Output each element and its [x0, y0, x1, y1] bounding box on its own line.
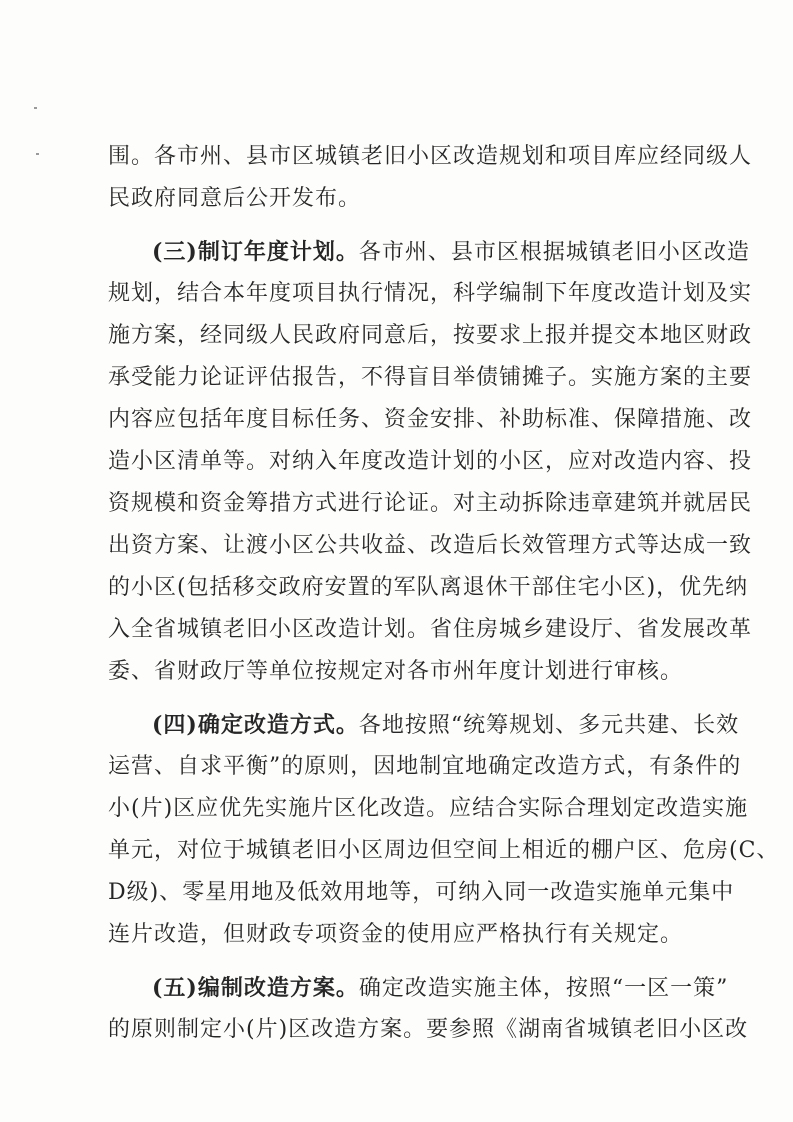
text-line: 的小区(包括移交政府安置的军队离退休干部住宅小区)，优先纳	[108, 575, 749, 600]
scan-speck	[36, 153, 39, 155]
text-line: 入全省城镇老旧小区改造计划。省住房城乡建设厅、省发展改革	[108, 617, 753, 642]
text-run: 确定改造实施主体，按照“一区一策”	[358, 976, 729, 1001]
text-line: 围。各市州、县市区城镇老旧小区改造规划和项目库应经同级人	[108, 144, 753, 169]
text-line: 施方案，经同级人民政府同意后，按要求上报并提交本地区财政	[108, 323, 753, 348]
section-heading: (三)制订年度计划。	[152, 239, 359, 265]
text-line	[108, 967, 729, 1009]
text-line: 出资方案、让渡小区公共收益、改造后长效管理方式等达成一致	[108, 533, 753, 558]
text-line	[108, 704, 740, 746]
text-line: 委、省财政厅等单位按规定对各市州年度计划进行审核。	[108, 659, 684, 684]
text-run: 各市州、县市区根据城镇老旧小区改造	[358, 240, 750, 265]
text-line: 小(片)区应优先实施片区化改造。应结合实际合理划定改造实施	[108, 796, 749, 821]
section-heading: (五)编制改造方案。	[152, 975, 359, 1001]
text-line: 内容应包括年度目标任务、资金安排、补助标准、保障措施、改	[108, 407, 753, 432]
paragraph-annual-plan	[108, 231, 753, 693]
body-text	[108, 136, 780, 1051]
text-line: 承受能力论证评估报告，不得盲目举债铺摊子。实施方案的主要	[108, 365, 753, 390]
text-line: 规划，结合本年度项目执行情况，科学编制下年度改造计划及实	[108, 281, 753, 306]
text-line	[108, 231, 750, 273]
section-heading: (四)确定改造方式。	[152, 712, 359, 738]
paragraph-renovation-plan	[108, 967, 749, 1051]
text-line: 造小区清单等。对纳入年度改造计划的小区，应对改造内容、投	[108, 449, 753, 474]
text-line: D级)、零星用地及低效用地等，可纳入同一改造实施单元集中	[108, 880, 735, 905]
text-run: 各地按照“统筹规划、多元共建、长效	[358, 713, 740, 738]
text-line: 民政府同意后公开发布。	[108, 186, 362, 211]
text-line: 的原则制定小(片)区改造方案。要参照《湖南省城镇老旧小区改	[108, 1017, 749, 1042]
text-line: 运营、自求平衡”的原则，因地制宜地确定改造方式，有条件的	[108, 754, 742, 779]
text-line: 连片改造，但财政专项资金的使用应严格执行有关规定。	[108, 922, 684, 947]
paragraph-renovation-method	[108, 704, 780, 956]
paragraph-continued	[108, 136, 753, 220]
text-line: 资规模和资金筹措方式进行论证。对主动拆除违章建筑并就居民	[108, 491, 753, 516]
text-line: 单元，对位于城镇老旧小区周边但空间上相近的棚户区、危房(C、	[108, 838, 780, 863]
scan-speck	[34, 107, 37, 109]
